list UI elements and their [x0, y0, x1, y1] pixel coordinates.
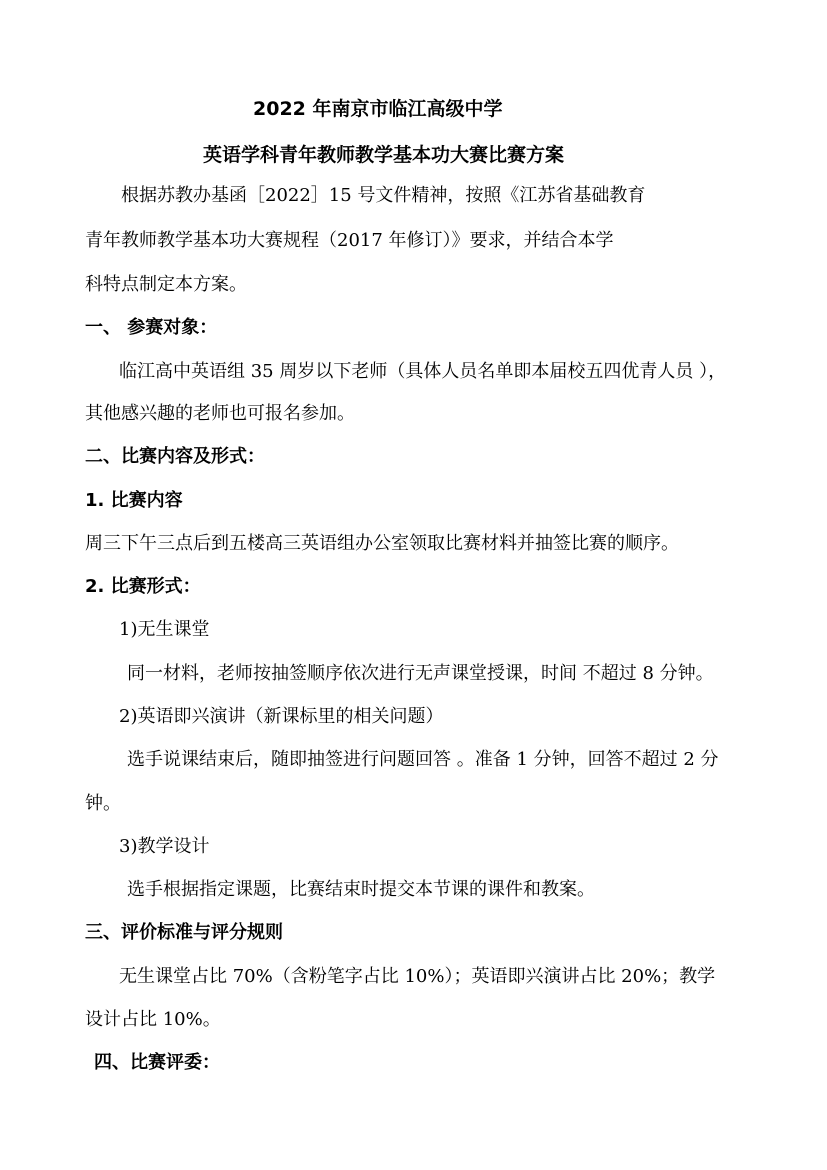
section-1-line-1: 临江高中英语组 35 周岁以下老师（具体人员名单即本届校五四优青人员 ），: [119, 361, 727, 382]
section-3-line-2: 设计占比 10%。: [85, 1009, 221, 1030]
section-2-sub1-heading: 1. 比赛内容: [85, 490, 183, 511]
section-2-heading: 二、比赛内容及形式：: [85, 446, 265, 467]
section-2-sub2-heading: 2. 比赛形式：: [85, 576, 201, 597]
item-2-text-line-1: 选手说课结束后，随即抽签进行问题回答 。准备 1 分钟，回答不超过 2 分: [127, 749, 719, 770]
section-1-line-2: 其他感兴趣的老师也可报名参加。: [85, 403, 355, 424]
intro-line-1: 根据苏教办基函［2022］15 号文件精神，按照《江苏省基础教育: [121, 185, 646, 206]
section-3-line-1: 无生课堂占比 70%（含粉笔字占比 10%）；英语即兴演讲占比 20%；教学: [119, 966, 716, 987]
title-line-1: 2022 年南京市临江高级中学: [253, 98, 503, 120]
section-1-heading: 一、 参赛对象：: [85, 317, 218, 338]
item-3-text: 选手根据指定课题，比赛结束时提交本节课的课件和教案。: [127, 879, 595, 900]
item-1-label: 1)无生课堂: [119, 619, 210, 640]
section-4-heading: 四、比赛评委：: [94, 1052, 220, 1073]
title-line-2: 英语学科青年教师教学基本功大赛比赛方案: [203, 144, 565, 166]
item-1-text: 同一材料，老师按抽签顺序依次进行无声课堂授课，时间 不超过 8 分钟。: [127, 663, 714, 684]
intro-line-3: 科特点制定本方案。: [85, 274, 247, 295]
section-3-heading: 三、评价标准与评分规则: [85, 922, 283, 943]
section-2-sub1-text: 周三下午三点后到五楼高三英语组办公室领取比赛材料并抽签比赛的顺序。: [85, 533, 679, 554]
item-2-text-line-2: 钟。: [85, 793, 121, 814]
item-3-label: 3)教学设计: [119, 836, 210, 857]
item-2-label: 2)英语即兴演讲（新课标里的相关问题）: [119, 706, 444, 727]
intro-line-2: 青年教师教学基本功大赛规程（2017 年修订）》要求，并结合本学: [85, 230, 614, 251]
